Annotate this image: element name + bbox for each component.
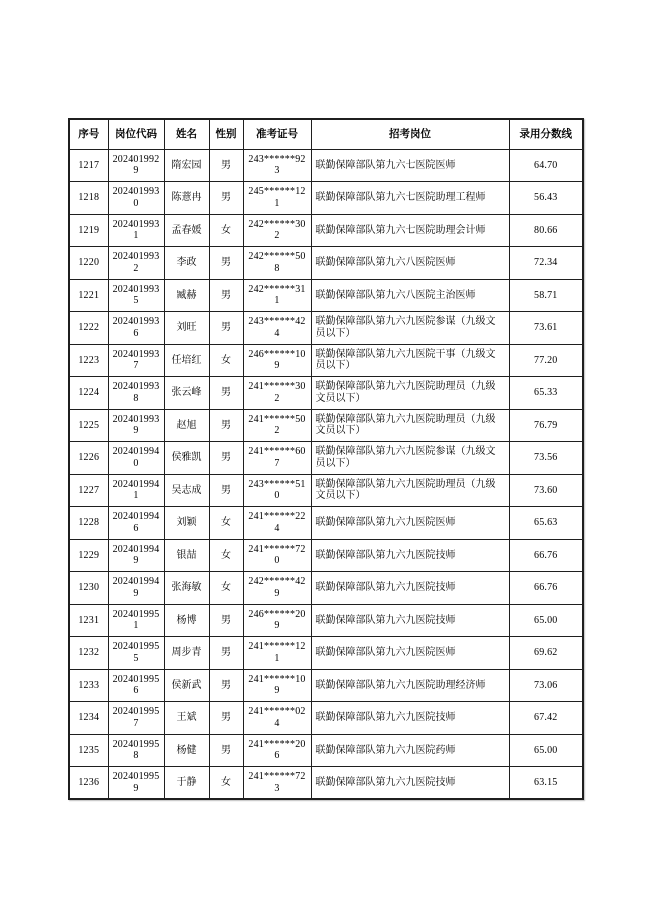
name-cell: 臧赫 (164, 279, 209, 312)
position-code-cell: 2024019930 (108, 182, 164, 215)
position-cell: 联勤保障部队第九六七医院助理工程师 (311, 182, 509, 215)
gender-cell: 女 (209, 572, 243, 605)
serial-number-cell: 1219 (69, 214, 108, 247)
gender-cell: 男 (209, 279, 243, 312)
serial-number-cell: 1222 (69, 312, 108, 345)
table-row (69, 604, 583, 637)
name-cell: 银喆 (164, 539, 209, 572)
gender-cell: 女 (209, 507, 243, 540)
position-cell: 联勤保障部队第九六九医院药师 (311, 734, 509, 767)
position-cell: 联勤保障部队第九六九医院技师 (311, 539, 509, 572)
position-cell: 联勤保障部队第九六九医院技师 (311, 767, 509, 800)
table-row (69, 344, 583, 377)
score-cell: 76.79 (509, 409, 583, 442)
position-code-cell: 2024019937 (108, 344, 164, 377)
serial-number-cell: 1221 (69, 279, 108, 312)
ticket-number-cell: 243******923 (243, 149, 311, 182)
ticket-number-cell: 241******607 (243, 442, 311, 475)
gender-cell: 男 (209, 669, 243, 702)
score-cell: 80.66 (509, 214, 583, 247)
serial-number-cell: 1218 (69, 182, 108, 215)
score-cell: 65.00 (509, 734, 583, 767)
gender-cell: 女 (209, 344, 243, 377)
serial-number-cell: 1220 (69, 247, 108, 280)
name-cell: 张海敏 (164, 572, 209, 605)
position-cell: 联勤保障部队第九六九医院医师 (311, 637, 509, 670)
position-code-cell: 2024019931 (108, 214, 164, 247)
ticket-number-cell: 243******510 (243, 474, 311, 507)
ticket-number-cell: 241******302 (243, 377, 311, 410)
ticket-number-cell: 242******508 (243, 247, 311, 280)
name-cell: 刘颖 (164, 507, 209, 540)
position-cell: 联勤保障部队第九六九医院参谋（九级文员以下） (311, 312, 509, 345)
score-cell: 65.63 (509, 507, 583, 540)
serial-number-cell: 1232 (69, 637, 108, 670)
serial-number-cell: 1228 (69, 507, 108, 540)
name-cell: 任培红 (164, 344, 209, 377)
table-row (69, 507, 583, 540)
serial-number-cell: 1223 (69, 344, 108, 377)
header-serial-number: 序号 (69, 119, 108, 149)
score-cell: 72.34 (509, 247, 583, 280)
ticket-number-cell: 242******302 (243, 214, 311, 247)
score-cell: 65.33 (509, 377, 583, 410)
gender-cell: 男 (209, 734, 243, 767)
score-cell: 66.76 (509, 539, 583, 572)
table-header (69, 119, 583, 149)
position-code-cell: 2024019938 (108, 377, 164, 410)
name-cell: 杨健 (164, 734, 209, 767)
position-cell: 联勤保障部队第九六九医院助理员（九级文员以下） (311, 409, 509, 442)
score-cell: 65.00 (509, 604, 583, 637)
gender-cell: 男 (209, 312, 243, 345)
position-cell: 联勤保障部队第九六七医院医师 (311, 149, 509, 182)
score-cell: 63.15 (509, 767, 583, 800)
header-name: 姓名 (164, 119, 209, 149)
position-cell: 联勤保障部队第九六九医院技师 (311, 572, 509, 605)
gender-cell: 男 (209, 474, 243, 507)
table-row (69, 474, 583, 507)
name-cell: 侯新武 (164, 669, 209, 702)
position-cell: 联勤保障部队第九六九医院干事（九级文员以下） (311, 344, 509, 377)
name-cell: 赵旭 (164, 409, 209, 442)
table-row (69, 539, 583, 572)
score-cell: 67.42 (509, 702, 583, 735)
serial-number-cell: 1230 (69, 572, 108, 605)
header-row (69, 119, 583, 149)
score-cell: 77.20 (509, 344, 583, 377)
position-cell: 联勤保障部队第九六七医院助理会计师 (311, 214, 509, 247)
name-cell: 侯雅凯 (164, 442, 209, 475)
position-cell: 联勤保障部队第九六九医院参谋（九级文员以下） (311, 442, 509, 475)
table-row (69, 182, 583, 215)
gender-cell: 男 (209, 442, 243, 475)
ticket-number-cell: 245******121 (243, 182, 311, 215)
gender-cell: 男 (209, 637, 243, 670)
gender-cell: 男 (209, 604, 243, 637)
table-body (69, 149, 583, 799)
header-score-line: 录用分数线 (509, 119, 583, 149)
table-row (69, 442, 583, 475)
header-position-code: 岗位代码 (108, 119, 164, 149)
position-code-cell: 2024019949 (108, 539, 164, 572)
position-code-cell: 2024019939 (108, 409, 164, 442)
table-row (69, 409, 583, 442)
ticket-number-cell: 241******723 (243, 767, 311, 800)
gender-cell: 男 (209, 182, 243, 215)
position-code-cell: 2024019951 (108, 604, 164, 637)
table-row (69, 734, 583, 767)
name-cell: 吴志成 (164, 474, 209, 507)
ticket-number-cell: 242******311 (243, 279, 311, 312)
name-cell: 李政 (164, 247, 209, 280)
score-cell: 56.43 (509, 182, 583, 215)
ticket-number-cell: 241******720 (243, 539, 311, 572)
position-code-cell: 2024019935 (108, 279, 164, 312)
score-cell: 73.56 (509, 442, 583, 475)
gender-cell: 女 (209, 767, 243, 800)
ticket-number-cell: 246******209 (243, 604, 311, 637)
serial-number-cell: 1233 (69, 669, 108, 702)
name-cell: 张云峰 (164, 377, 209, 410)
score-cell: 66.76 (509, 572, 583, 605)
ticket-number-cell: 241******024 (243, 702, 311, 735)
position-cell: 联勤保障部队第九六八医院主治医师 (311, 279, 509, 312)
table-row (69, 637, 583, 670)
name-cell: 刘旺 (164, 312, 209, 345)
serial-number-cell: 1227 (69, 474, 108, 507)
header-recruit-position: 招考岗位 (311, 119, 509, 149)
table-row (69, 669, 583, 702)
position-cell: 联勤保障部队第九六九医院技师 (311, 702, 509, 735)
position-code-cell: 2024019940 (108, 442, 164, 475)
table-row (69, 767, 583, 800)
score-cell: 73.61 (509, 312, 583, 345)
gender-cell: 男 (209, 377, 243, 410)
position-code-cell: 2024019955 (108, 637, 164, 670)
score-cell: 64.70 (509, 149, 583, 182)
position-code-cell: 2024019949 (108, 572, 164, 605)
table-row (69, 214, 583, 247)
score-cell: 73.60 (509, 474, 583, 507)
ticket-number-cell: 241******109 (243, 669, 311, 702)
position-cell: 联勤保障部队第九六九医院助理员（九级文员以下） (311, 377, 509, 410)
ticket-number-cell: 241******502 (243, 409, 311, 442)
gender-cell: 女 (209, 539, 243, 572)
position-code-cell: 2024019932 (108, 247, 164, 280)
table-row (69, 377, 583, 410)
name-cell: 杨博 (164, 604, 209, 637)
table-row (69, 312, 583, 345)
serial-number-cell: 1217 (69, 149, 108, 182)
ticket-number-cell: 241******121 (243, 637, 311, 670)
gender-cell: 男 (209, 247, 243, 280)
serial-number-cell: 1226 (69, 442, 108, 475)
table-row (69, 279, 583, 312)
table-row (69, 149, 583, 182)
gender-cell: 女 (209, 214, 243, 247)
gender-cell: 男 (209, 409, 243, 442)
table-row (69, 572, 583, 605)
score-cell: 69.62 (509, 637, 583, 670)
ticket-number-cell: 242******429 (243, 572, 311, 605)
serial-number-cell: 1224 (69, 377, 108, 410)
ticket-number-cell: 246******109 (243, 344, 311, 377)
name-cell: 王斌 (164, 702, 209, 735)
serial-number-cell: 1225 (69, 409, 108, 442)
position-code-cell: 2024019959 (108, 767, 164, 800)
position-code-cell: 2024019958 (108, 734, 164, 767)
score-cell: 73.06 (509, 669, 583, 702)
name-cell: 陈薏冉 (164, 182, 209, 215)
position-code-cell: 2024019929 (108, 149, 164, 182)
name-cell: 隋宏园 (164, 149, 209, 182)
ticket-number-cell: 241******206 (243, 734, 311, 767)
score-cell: 58.71 (509, 279, 583, 312)
serial-number-cell: 1235 (69, 734, 108, 767)
position-code-cell: 2024019941 (108, 474, 164, 507)
position-code-cell: 2024019936 (108, 312, 164, 345)
table-row (69, 247, 583, 280)
position-cell: 联勤保障部队第九六九医院助理员（九级文员以下） (311, 474, 509, 507)
serial-number-cell: 1236 (69, 767, 108, 800)
position-cell: 联勤保障部队第九六八医院医师 (311, 247, 509, 280)
serial-number-cell: 1234 (69, 702, 108, 735)
gender-cell: 男 (209, 149, 243, 182)
ticket-number-cell: 241******224 (243, 507, 311, 540)
gender-cell: 男 (209, 702, 243, 735)
serial-number-cell: 1231 (69, 604, 108, 637)
table-row (69, 702, 583, 735)
admission-score-table (68, 118, 584, 800)
position-cell: 联勤保障部队第九六九医院助理经济师 (311, 669, 509, 702)
position-cell: 联勤保障部队第九六九医院医师 (311, 507, 509, 540)
position-code-cell: 2024019946 (108, 507, 164, 540)
name-cell: 孟春媛 (164, 214, 209, 247)
serial-number-cell: 1229 (69, 539, 108, 572)
header-gender: 性别 (209, 119, 243, 149)
name-cell: 于静 (164, 767, 209, 800)
position-code-cell: 2024019956 (108, 669, 164, 702)
position-cell: 联勤保障部队第九六九医院技师 (311, 604, 509, 637)
name-cell: 周步青 (164, 637, 209, 670)
position-code-cell: 2024019957 (108, 702, 164, 735)
ticket-number-cell: 243******424 (243, 312, 311, 345)
header-ticket-number: 准考证号 (243, 119, 311, 149)
